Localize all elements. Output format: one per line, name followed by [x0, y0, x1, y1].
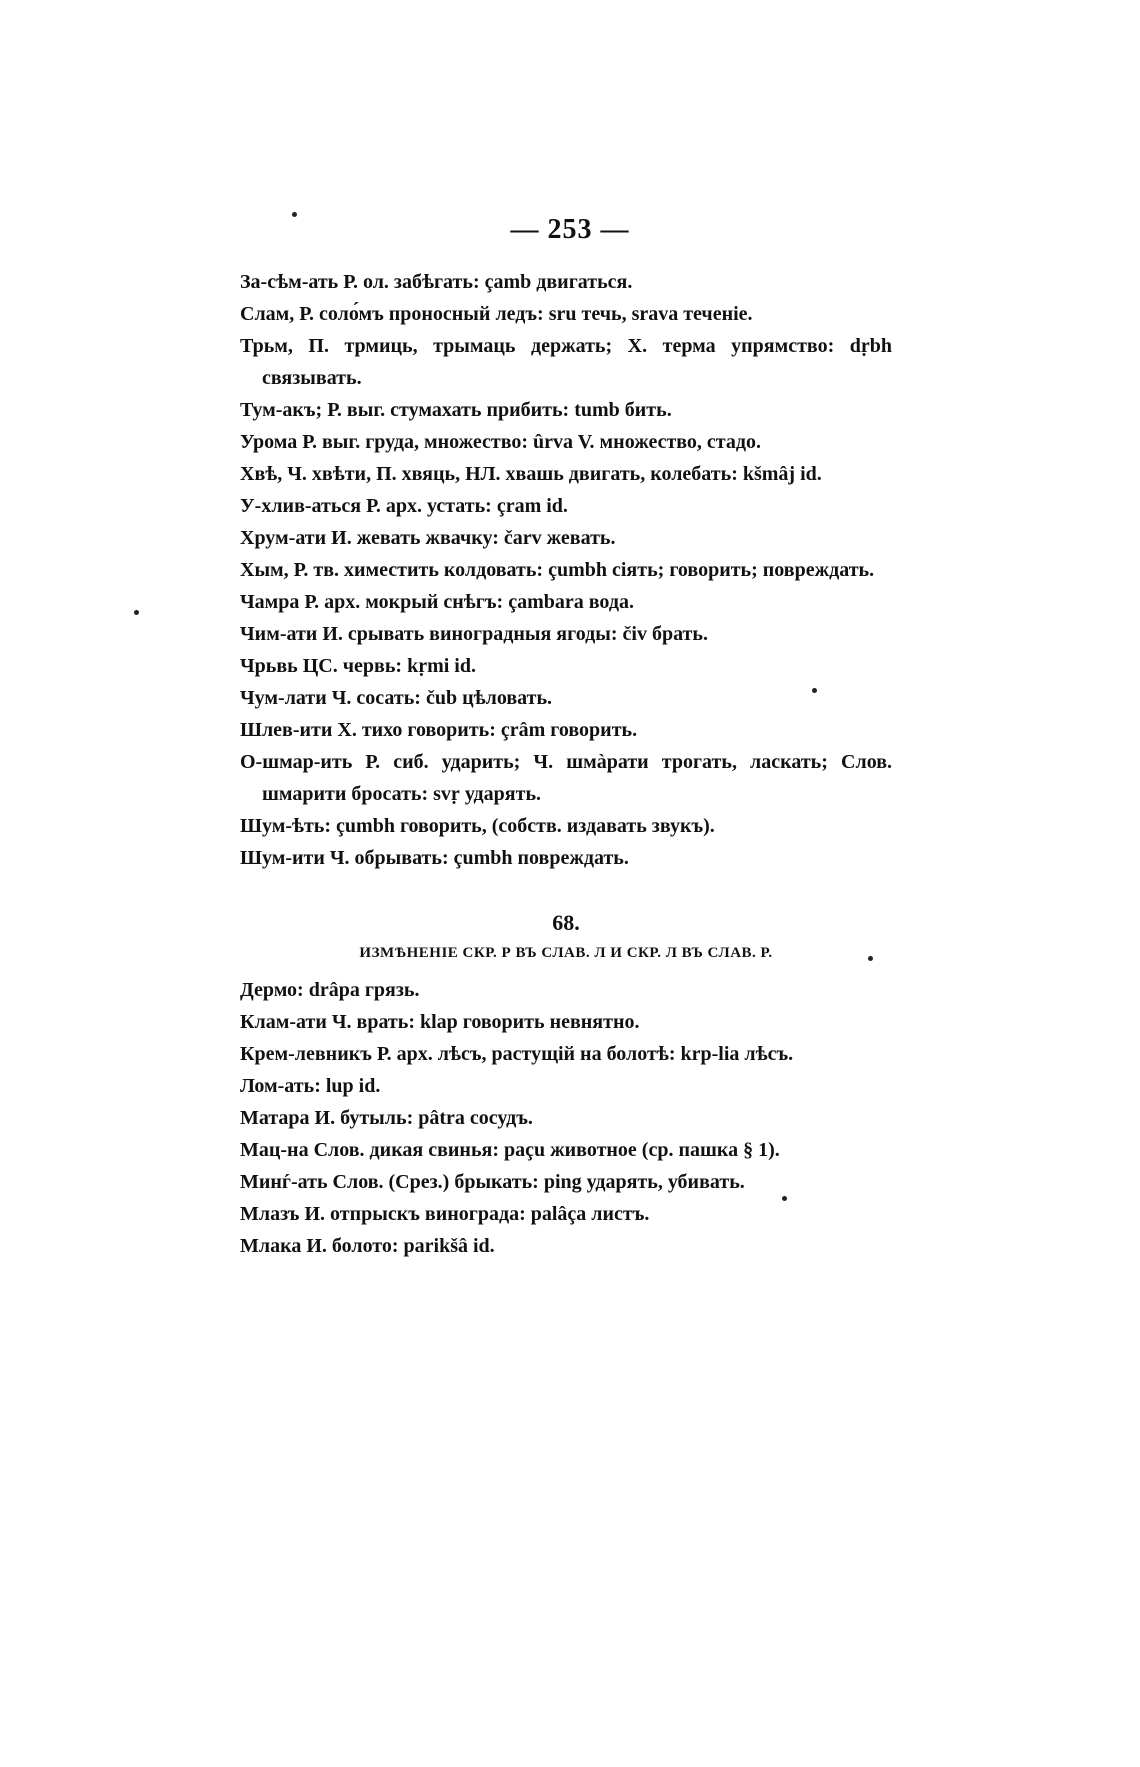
dictionary-entry: Тум-акъ; Р. выг. стумахать прибить: tumb бить.: [240, 399, 672, 421]
dictionary-entry: Чамра Р. арх. мокрый снѣгъ: çambara вода.: [240, 591, 634, 613]
dictionary-entry: Минѓ-ать Слов. (Срез.) брыкать: ping ударять, убивать.: [240, 1171, 745, 1193]
scan-speck: [134, 610, 139, 615]
dictionary-entry: Шум-ѣть: çumbh говорить, (собств. издавать звукъ).: [240, 815, 715, 837]
entry-list-top: [240, 266, 892, 874]
entry-list-bottom: [240, 974, 892, 1262]
dictionary-entry: Чрьвь ЦС. червь: kṛmi id.: [240, 655, 476, 677]
section-heading: ИЗМѢНЕНІЕ СКР. Р ВЪ СЛАВ. Л И СКР. Л ВЪ СЛАВ. Р.: [359, 945, 773, 961]
dictionary-entry: Трьм, П. трмиць, трымаць держать; Х. терма упрямство: dṛbh связывать.: [240, 335, 892, 389]
dictionary-entry: За-сѣм-ать Р. ол. забѣгать: çamb двигаться.: [240, 271, 633, 293]
section-number: 68.: [552, 910, 580, 935]
text-column: [240, 266, 892, 1262]
dictionary-entry: Чим-ати И. срывать виноградныя ягоды: čiv брать.: [240, 623, 708, 645]
scan-speck: [812, 688, 817, 693]
dictionary-entry: Чум-лати Ч. сосать: čub цѣловать.: [240, 687, 553, 709]
dictionary-entry: У-хлив-аться Р. арх. устать: çram id.: [240, 495, 568, 517]
dictionary-entry: Хрум-ати И. жевать жвачку: čarv жевать.: [240, 527, 616, 549]
dictionary-entry: Дермо: drâpa грязь.: [240, 979, 420, 1001]
dictionary-entry: Лом-ать: lup id.: [240, 1075, 381, 1097]
scan-speck: [782, 1196, 787, 1201]
dictionary-entry: Хым, Р. тв. химестить колдовать: çumbh сіять; говорить; повреждать.: [240, 559, 875, 581]
dictionary-entry: Шлев-ити Х. тихо говорить: çrâm говорить.: [240, 719, 638, 741]
dictionary-entry: О-шмар-ить Р. сиб. ударить; Ч. шмàрати трогать, ласкать; Слов. шмарити бросать: svṛ ударять.: [240, 751, 892, 805]
dictionary-entry: Мац-на Слов. дикая свинья: paçu животное (ср. пашка § 1).: [240, 1139, 780, 1161]
dictionary-entry: Млазъ И. отпрыскъ винограда: palâça листъ.: [240, 1203, 650, 1225]
dictionary-entry: Клам-ати Ч. врать: klap говорить невнятно.: [240, 1011, 640, 1033]
dictionary-entry: Урома Р. выг. груда, множество: ûrva V. множество, стадо.: [240, 431, 761, 453]
scan-speck: [292, 212, 297, 217]
dictionary-entry: Шум-ити Ч. обрывать: çumbh повреждать.: [240, 847, 629, 869]
dictionary-entry: Крем-левникъ Р. арх. лѣсъ, растущій на болотѣ: krp-lia лѣсъ.: [240, 1043, 794, 1065]
page-number: — 253 —: [510, 214, 630, 245]
dictionary-entry: Слам, Р. соло́мъ проносный ледъ: sru течь, srava теченіе.: [240, 303, 753, 325]
dictionary-entry: Млака И. болото: parikšâ id.: [240, 1235, 495, 1257]
dictionary-entry: Матара И. бутыль: pâtra сосудъ.: [240, 1107, 533, 1129]
scan-speck: [868, 956, 873, 961]
dictionary-entry: Хвѣ, Ч. хвѣти, П. хвяць, НЛ. хвашь двигать, колебать: kšmâj id.: [240, 463, 822, 485]
